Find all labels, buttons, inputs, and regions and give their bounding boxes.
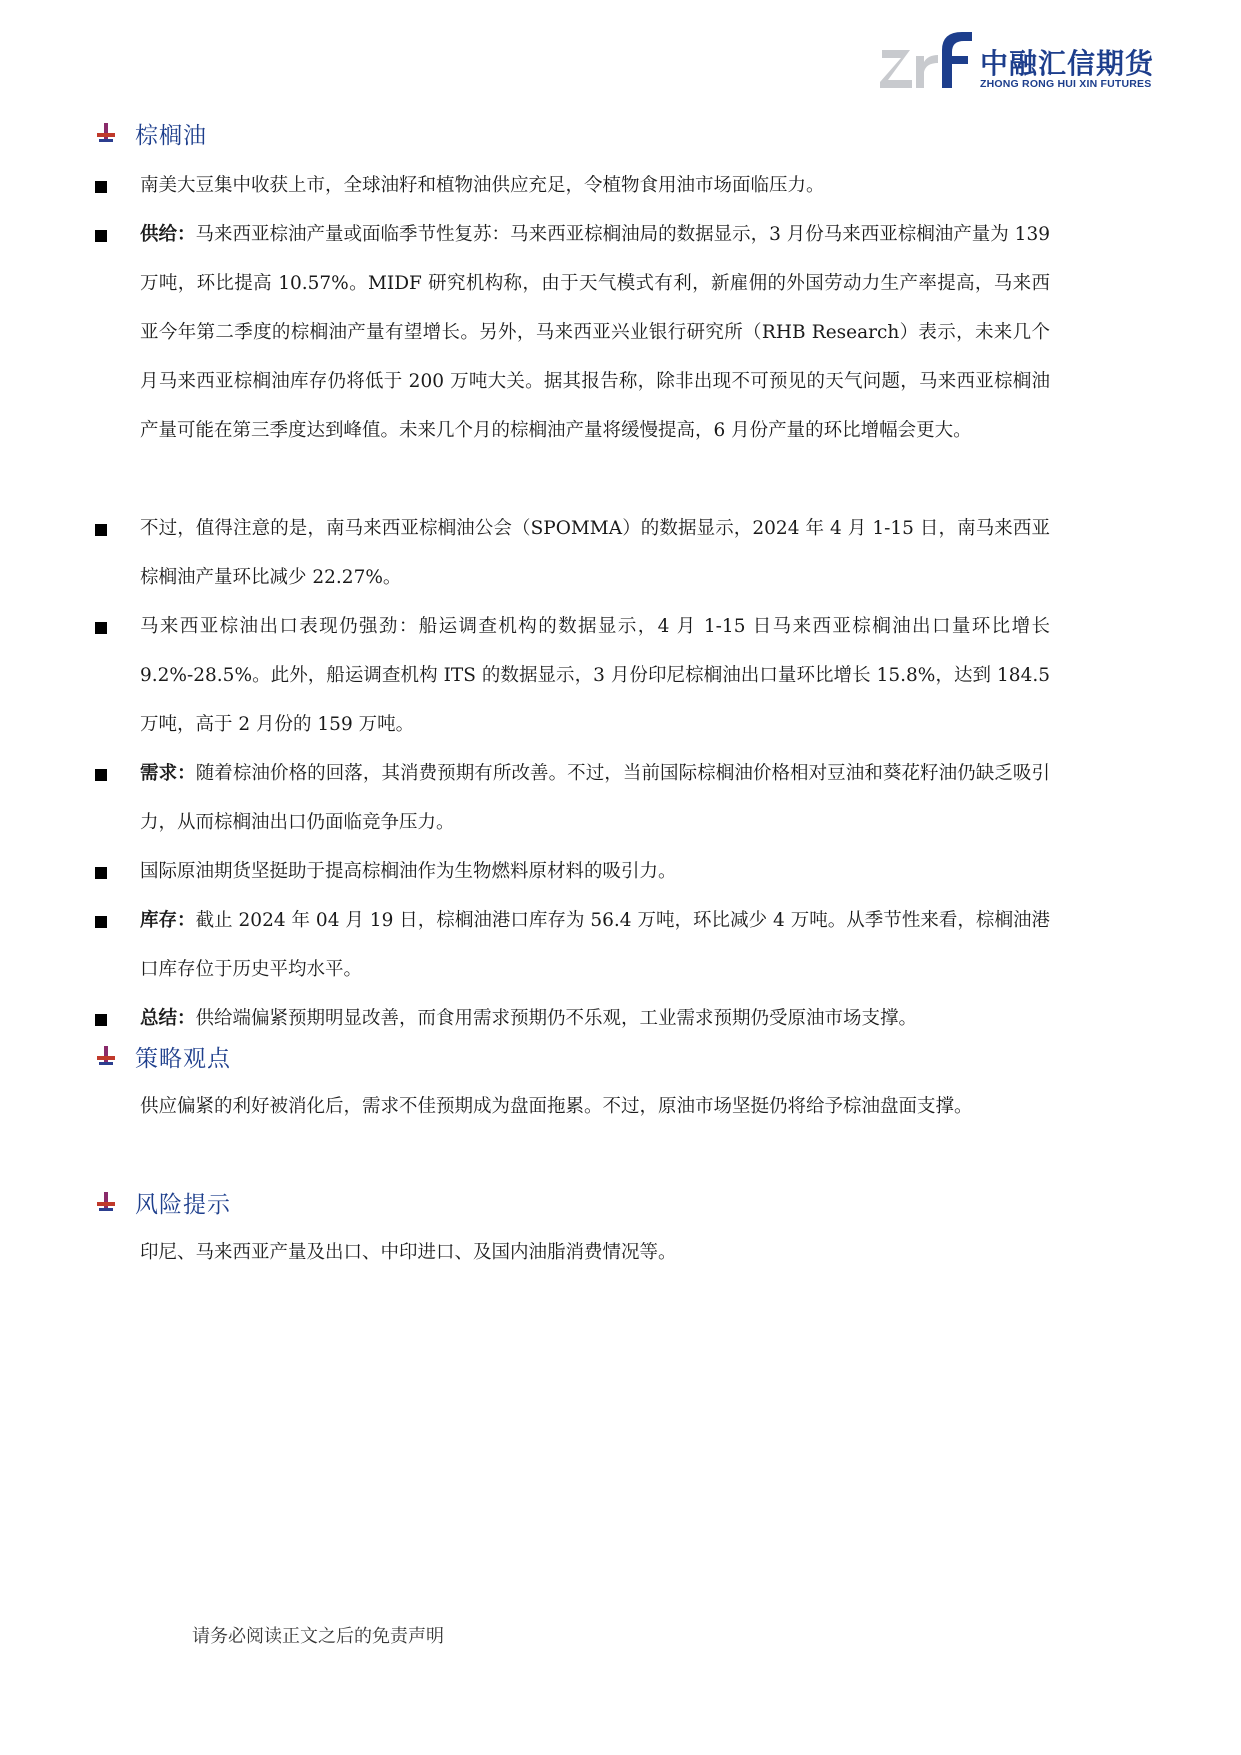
square-bullet-icon — [95, 1014, 107, 1026]
list-item — [95, 907, 1050, 994]
bullet-text: 国际原油期货坚挺助于提高棕榈油作为生物燃料原材料的吸引力。 — [140, 861, 677, 882]
square-bullet-icon — [95, 867, 107, 879]
square-bullet-icon — [95, 916, 107, 928]
bullet-label: 供给： — [140, 224, 196, 245]
square-bullet-icon — [95, 769, 107, 781]
list-item — [95, 858, 1050, 896]
list-item — [95, 613, 1050, 749]
list-item — [95, 172, 1050, 210]
footer-disclaimer: 请务必阅读正文之后的免责声明 — [192, 1626, 444, 1647]
logo-english-name: ZHONG RONG HUI XIN FUTURES — [980, 78, 1152, 90]
bullet-text: 马来西亚棕油产量或面临季节性复苏：马来西亚棕榈油局的数据显示，3 月份马来西亚棕榈油产量为 139 万吨，环比提高 10.57%。MIDF 研究机构称，由于天气模式有利，新雇佣的外国劳动力生产率提高，马来西亚今年第二季度的棕榈油产量有望增长。另外，马来西亚兴业银行研究所（RHB Research）表示，未来几个月马来西亚棕榈油库存仍将低于 200 万吨大关。据其报告称，除非出现不可预见的天气问题，马来西亚棕榈油产量可能在第三季度达到峰值。未来几个月的棕榈油产量将缓慢提高，6 月份产量的环比增幅会更大。 — [140, 224, 1050, 441]
square-bullet-icon — [95, 524, 107, 536]
heading-marker-icon — [95, 1045, 117, 1067]
bullet-label: 库存： — [140, 910, 196, 931]
section-title: 策略观点 — [135, 1045, 231, 1072]
bullet-text: 供给端偏紧预期明显改善，而食用需求预期仍不乐观，工业需求预期仍受原油市场支撑。 — [195, 1008, 918, 1029]
section-heading-palm-oil — [95, 117, 207, 149]
section-title: 风险提示 — [135, 1191, 231, 1218]
bullet-text: 马来西亚棕油出口表现仍强劲：船运调查机构的数据显示，4 月 1-15 日马来西亚棕榈油出口量环比增长 9.2%-28.5%。此外，船运调查机构 ITS 的数据显示，3 月份印尼棕榈油出口量环比增长 15.8%，达到 184.5 万吨，高于 2 月份的 159 万吨。 — [140, 616, 1050, 735]
section-title: 棕榈油 — [135, 122, 207, 149]
bullet-label: 总结： — [140, 1008, 196, 1029]
risk-paragraph: 印尼、马来西亚产量及出口、中印进口、及国内油脂消费情况等。 — [140, 1242, 677, 1263]
section-heading-risk — [95, 1186, 231, 1218]
square-bullet-icon — [95, 230, 107, 242]
square-bullet-icon — [95, 181, 107, 193]
heading-marker-icon — [95, 122, 117, 144]
znf-logo-icon — [880, 28, 975, 94]
list-item — [95, 515, 1050, 602]
bullet-text: 随着棕油价格的回落，其消费预期有所改善。不过，当前国际棕榈油价格相对豆油和葵花籽油仍缺乏吸引力，从而棕榈油出口仍面临竞争压力。 — [140, 763, 1050, 833]
square-bullet-icon — [95, 622, 107, 634]
list-item — [95, 221, 1050, 455]
bullet-text: 截止 2024 年 04 月 19 日，棕榈油港口库存为 56.4 万吨，环比减少 4 万吨。从季节性来看，棕榈油港口库存位于历史平均水平。 — [140, 910, 1050, 980]
strategy-paragraph: 供应偏紧的利好被消化后，需求不佳预期成为盘面拖累。不过，原油市场坚挺仍将给予棕油盘面支撑。 — [140, 1096, 973, 1117]
heading-marker-icon — [95, 1191, 117, 1213]
bullet-label: 需求： — [140, 763, 196, 784]
bullet-text: 南美大豆集中收获上市，全球油籽和植物油供应充足，令植物食用油市场面临压力。 — [140, 175, 825, 196]
company-logo — [880, 28, 1180, 94]
bullet-text: 不过，值得注意的是，南马来西亚棕榈油公会（SPOMMA）的数据显示，2024 年 4 月 1-15 日，南马来西亚棕榈油产量环比减少 22.27%。 — [140, 518, 1050, 588]
section-heading-strategy — [95, 1040, 231, 1072]
list-item — [95, 760, 1050, 847]
logo-chinese-name: 中融汇信期货 — [980, 47, 1155, 80]
list-item — [95, 1005, 1050, 1043]
